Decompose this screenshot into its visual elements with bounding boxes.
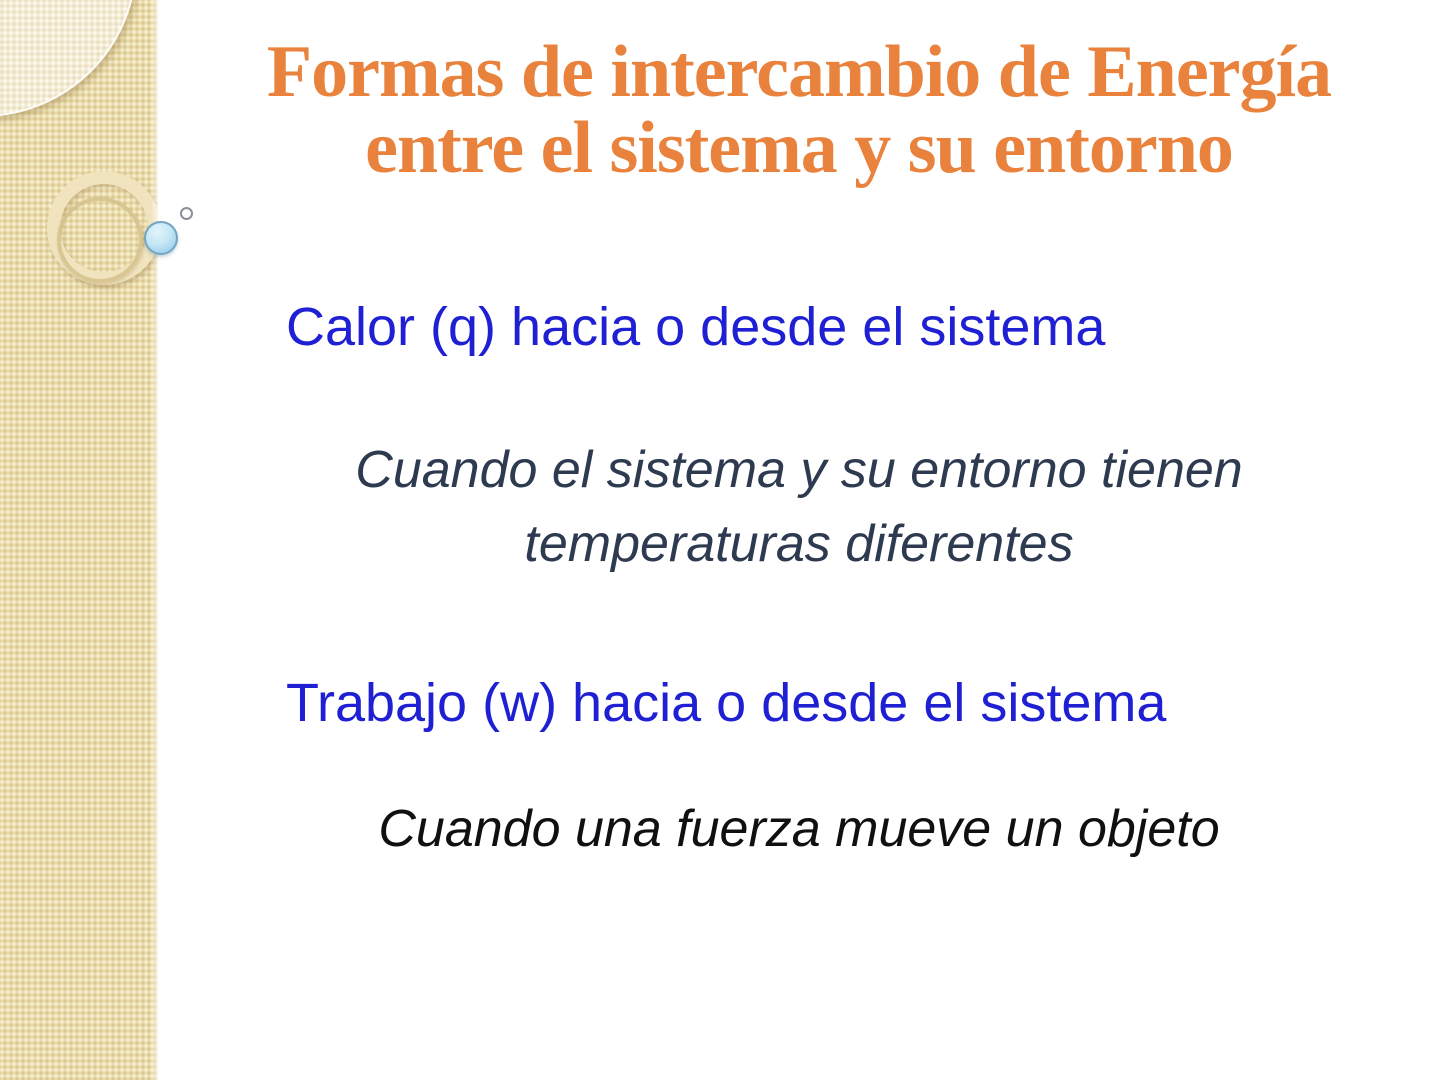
work-description: Cuando una fuerza mueve un objeto xyxy=(378,800,1220,859)
slide-title-line-2: entre el sistema y su entorno xyxy=(365,107,1233,190)
slide-content xyxy=(158,0,1440,1080)
slide-title-line-1: Formas de intercambio de Energía xyxy=(266,31,1332,113)
sidebar-decoration xyxy=(0,0,158,1080)
decorative-circle-light xyxy=(0,0,137,117)
heat-description-line-2: temperaturas diferentes xyxy=(524,514,1074,573)
heat-description xyxy=(158,434,1440,582)
work-heading: Trabajo (w) hacia o desde el sistema xyxy=(286,672,1167,733)
slide-title xyxy=(158,0,1440,190)
heat-heading: Calor (q) hacia o desde el sistema xyxy=(286,297,1106,358)
decorative-ring-inner xyxy=(57,197,143,283)
heat-description-line-1: Cuando el sistema y su entorno tienen xyxy=(355,440,1243,499)
